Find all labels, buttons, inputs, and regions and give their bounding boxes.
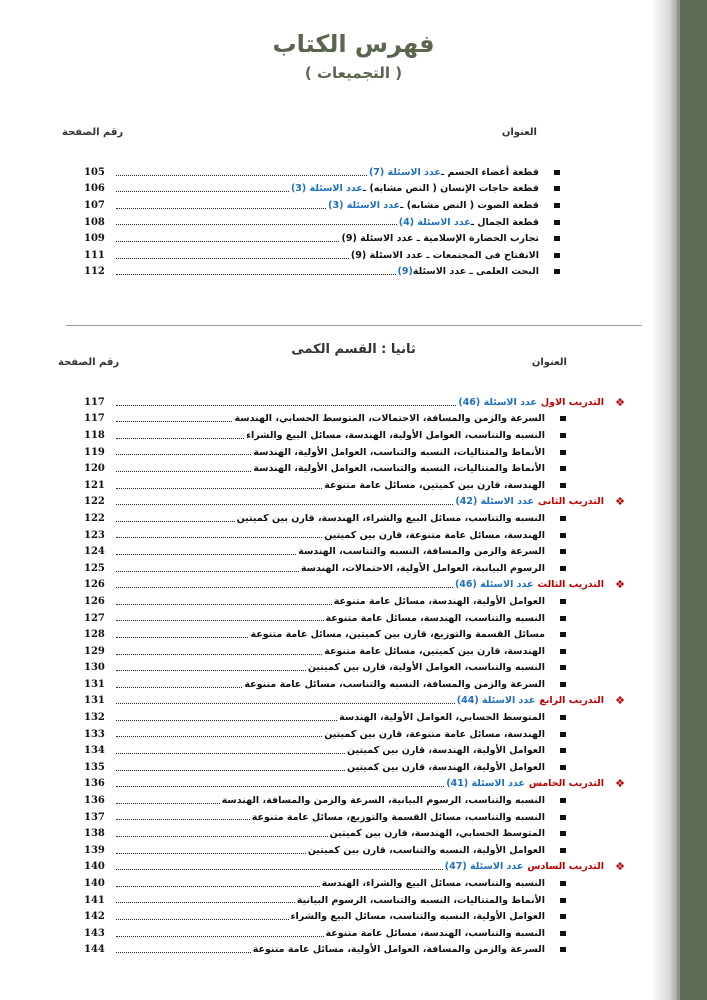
page-number: 119	[84, 446, 105, 458]
bullet-icon	[554, 236, 560, 241]
bullet-icon	[560, 665, 566, 670]
bullet-icon	[560, 898, 566, 903]
bullet-icon	[560, 632, 566, 637]
page-number: 135	[84, 761, 105, 773]
page-number: 140	[84, 861, 105, 873]
dot-leader	[116, 488, 322, 489]
toc-entry[interactable]	[84, 676, 626, 693]
page-number: 143	[84, 927, 105, 939]
page-number: 125	[84, 562, 105, 574]
page-edge-shadow	[651, 0, 677, 1000]
dot-leader	[116, 703, 455, 704]
toc-entry[interactable]	[84, 247, 560, 264]
dot-leader	[116, 836, 328, 837]
diamond-bullet-icon: ❖	[615, 694, 625, 708]
dot-leader	[116, 405, 456, 406]
dot-leader	[116, 587, 453, 588]
training-label: التدريب الثالث	[537, 579, 604, 591]
entry-title: السرعة والزمن والمسافة، النسبه والتناسب، مسائل عامة متنوعة	[244, 678, 545, 690]
toc-list-quantitative	[84, 394, 626, 958]
bullet-icon	[560, 616, 566, 621]
dot-leader	[116, 637, 248, 638]
bullet-icon	[560, 466, 566, 471]
toc-entry[interactable]	[84, 660, 626, 677]
toc-list-reading	[84, 164, 560, 280]
bullet-icon	[560, 649, 566, 654]
bullet-icon	[560, 765, 566, 770]
page-number: 117	[84, 413, 105, 425]
entry-question-count: عدد الاسئلة (3)	[328, 199, 401, 211]
toc-entry[interactable]	[84, 181, 560, 198]
bullet-icon	[560, 748, 566, 753]
page-number: 126	[84, 595, 105, 607]
entry-title: الأنماط والمتتاليات، النسبه والتناسب، الرسوم البيانية	[296, 894, 545, 906]
page-number: 138	[84, 828, 105, 840]
dot-leader	[116, 504, 453, 505]
bullet-icon	[560, 682, 566, 687]
entry-title: النسبه والتناسب، الهندسة، مسائل عامة متنوعة	[325, 612, 545, 624]
page-number: 122	[84, 512, 105, 524]
training-question-count: عدد الاسئلة (44)	[456, 695, 536, 707]
bullet-icon	[560, 715, 566, 720]
entry-title: النسبه والتناسب، العوامل الأولية، الهندسة، مسائل البيع والشراء	[246, 429, 545, 441]
bullet-icon	[560, 566, 566, 571]
bullet-icon	[560, 483, 566, 488]
toc-entry[interactable]	[84, 543, 626, 560]
page-number: 109	[84, 233, 105, 245]
book-spine-edge	[677, 0, 707, 1000]
toc-entry[interactable]	[84, 610, 626, 627]
page-number: 136	[84, 795, 105, 807]
page-number: 141	[84, 894, 105, 906]
page-number: 106	[84, 183, 105, 195]
toc-entry[interactable]	[84, 892, 626, 909]
page-number: 121	[84, 479, 105, 491]
dot-leader	[116, 438, 244, 439]
toc-entry[interactable]	[84, 527, 626, 544]
dot-leader	[116, 224, 397, 225]
bullet-icon	[560, 914, 566, 919]
toc-entry[interactable]	[84, 792, 626, 809]
bullet-icon	[560, 815, 566, 820]
entry-title: البحث العلمى ـ عدد الاسئلة	[412, 266, 539, 278]
entry-title: العوامل الأولية، الهندسة، مسائل عامة متنوعة	[333, 595, 545, 607]
bullet-icon	[554, 170, 560, 175]
entry-title: الأنماط والمتتاليات، النسبه والتناسب، العوامل الأولية، الهندسة	[253, 463, 545, 475]
entry-title: العوامل الأولية، النسبه والتناسب، قارن بين كميتين	[307, 844, 545, 856]
page-number: 129	[84, 645, 105, 657]
toc-entry[interactable]	[84, 643, 626, 660]
training-question-count: عدد الاسئلة (42)	[455, 496, 534, 508]
dot-leader	[116, 869, 443, 870]
entry-title: الهندسة، قارن بين كميتين، مسائل عامة متنوعة	[324, 645, 545, 657]
dot-leader	[116, 902, 295, 903]
bullet-icon	[560, 798, 566, 803]
dot-leader	[116, 554, 296, 555]
page-number: 131	[84, 678, 105, 690]
page-number: 122	[84, 496, 105, 508]
entry-title: العوامل الأولية، الهندسة، قارن بين كميتين	[347, 761, 545, 773]
diamond-bullet-icon: ❖	[615, 860, 625, 874]
bullet-icon	[560, 549, 566, 554]
dot-leader	[116, 421, 232, 422]
dot-leader	[116, 786, 444, 787]
entry-question-count: عدد الاسئلة (7)	[368, 166, 441, 178]
section-title-quantitative: ثانيا : القسم الكمى	[291, 342, 416, 357]
training-heading[interactable]	[84, 494, 626, 511]
training-label: التدريب الثانى	[537, 496, 604, 508]
dot-leader	[116, 454, 251, 455]
training-question-count: عدد الاسئلة (41)	[446, 778, 525, 790]
training-label: التدريب السادس	[527, 861, 604, 873]
training-heading[interactable]	[84, 693, 626, 710]
bullet-icon	[554, 220, 560, 225]
bullet-icon	[560, 881, 566, 886]
page-number: 128	[84, 629, 105, 641]
dot-leader	[116, 886, 320, 887]
dot-leader	[116, 175, 367, 176]
training-question-count: عدد الاسئلة (47)	[444, 861, 524, 873]
page-number: 124	[84, 546, 105, 558]
entry-title: النسبه والتناسب، العوامل الأولية، قارن بين كميتين	[307, 662, 545, 674]
page-number: 131	[84, 695, 105, 707]
bullet-icon	[554, 186, 560, 191]
entry-title: السرعة والزمن والمسافة، الاحتمالات، المتوسط الحسابي، الهندسة	[234, 413, 545, 425]
page-number: 133	[84, 728, 105, 740]
dot-leader	[116, 274, 396, 275]
dot-leader	[116, 819, 250, 820]
column-title-header: العنوان	[531, 357, 567, 368]
entry-title: قطعة الجمال ـ	[470, 216, 539, 228]
entry-title: الانفتاح فى المجتمعات ـ عدد الاسئلة (9)	[350, 249, 539, 261]
page-title: فهرس الكتاب	[272, 30, 435, 58]
entry-title: العوامل الأولية، الهندسة، قارن بين كميتين	[347, 745, 545, 757]
toc-entry[interactable]	[84, 477, 626, 494]
page-number: 144	[84, 944, 105, 956]
training-heading[interactable]	[84, 577, 626, 594]
training-question-count: عدد الاسئلة (46)	[458, 396, 537, 408]
bullet-icon	[560, 516, 566, 521]
dot-leader	[116, 258, 349, 259]
dot-leader	[116, 952, 251, 953]
entry-question-count: عدد الاسئلة (4)	[398, 216, 471, 228]
toc-entry[interactable]	[84, 411, 626, 428]
column-page-header: رقم الصفحة	[62, 127, 124, 138]
bullet-icon	[560, 831, 566, 836]
page-number: 123	[84, 529, 105, 541]
entry-title: الرسوم البيانية، العوامل الأولية، الاحتمالات، الهندسة	[300, 562, 545, 574]
page-number: 134	[84, 745, 105, 757]
toc-entry[interactable]	[84, 825, 626, 842]
entry-title: المتوسط الحسابي، العوامل الأولية، الهندسة	[339, 712, 545, 724]
bullet-icon	[560, 416, 566, 421]
page-number: 120	[84, 463, 105, 475]
entry-title: النسبه والتناسب، مسائل البيع والشراء، الهندسة	[321, 878, 545, 890]
toc-entry[interactable]	[84, 626, 626, 643]
page-number: 136	[84, 778, 105, 790]
toc-entry[interactable]	[84, 709, 626, 726]
bullet-icon	[560, 732, 566, 737]
column-title-header: العنوان	[501, 127, 537, 138]
dot-leader	[116, 770, 345, 771]
entry-title: الهندسة، قارن بين كميتين، مسائل عامة متنوعة	[324, 479, 545, 491]
page-number: 112	[84, 266, 105, 278]
toc-entry[interactable]	[84, 444, 626, 461]
training-label: التدريب الخامس	[528, 778, 604, 790]
dot-leader	[116, 853, 306, 854]
page-number: 105	[84, 166, 105, 178]
bullet-icon	[560, 433, 566, 438]
entry-question-count: (9)	[397, 266, 413, 278]
bullet-icon	[560, 450, 566, 455]
training-heading[interactable]	[84, 859, 626, 876]
entry-title: السرعة والزمن والمسافة، النسبه والتناسب، الهندسة	[298, 546, 545, 558]
dot-leader	[116, 919, 289, 920]
dot-leader	[116, 753, 345, 754]
training-label: التدريب الرابع	[539, 695, 604, 707]
page-number: 142	[84, 911, 105, 923]
entry-title: العوامل الأولية، النسبه والتناسب، مسائل البيع والشراء	[290, 911, 545, 923]
bullet-icon	[560, 947, 566, 952]
entry-title: النسبه والتناسب، الرسوم البيانية، السرعة والزمن والمسافة، الهندسة	[221, 795, 545, 807]
dot-leader	[116, 654, 322, 655]
training-heading[interactable]	[84, 776, 626, 793]
dot-leader	[116, 670, 306, 671]
toc-entry[interactable]	[84, 942, 626, 959]
dot-leader	[116, 936, 324, 937]
toc-entry[interactable]	[84, 842, 626, 859]
dot-leader	[116, 687, 242, 688]
entry-title: النسبه والتناسب، مسائل القسمة والتوزيع، مسائل عامة متنوعة	[251, 811, 545, 823]
dot-leader	[116, 241, 339, 242]
page-number: 132	[84, 712, 105, 724]
training-question-count: عدد الاسئلة (46)	[454, 579, 534, 591]
section-divider	[66, 325, 642, 326]
page-number: 117	[84, 396, 105, 408]
column-page-header: رقم الصفحة	[58, 357, 120, 368]
toc-entry[interactable]	[84, 925, 626, 942]
page-number: 118	[84, 429, 105, 441]
entry-title: المتوسط الحسابي، الهندسة، قارن بين كميتين	[329, 828, 545, 840]
toc-entry[interactable]	[84, 875, 626, 892]
toc-entry[interactable]	[84, 214, 560, 231]
toc-entry[interactable]	[84, 560, 626, 577]
toc-entry[interactable]	[84, 460, 626, 477]
toc-entry[interactable]	[84, 809, 626, 826]
training-heading[interactable]	[84, 394, 626, 411]
page-number: 130	[84, 662, 105, 674]
diamond-bullet-icon: ❖	[615, 395, 625, 409]
toc-entry[interactable]	[84, 510, 626, 527]
toc-entry[interactable]	[84, 759, 626, 776]
entry-title: السرعة والزمن والمسافة، العوامل الأولية، مسائل عامة متنوعة	[252, 944, 545, 956]
bullet-icon	[554, 269, 560, 274]
toc-entry[interactable]	[84, 427, 626, 444]
dot-leader	[116, 803, 220, 804]
dot-leader	[116, 604, 332, 605]
toc-entry[interactable]	[84, 197, 560, 214]
toc-entry[interactable]	[84, 742, 626, 759]
entry-title: قطعة أعضاء الجسم ـ	[440, 166, 539, 178]
dot-leader	[116, 720, 337, 721]
bullet-icon	[560, 848, 566, 853]
entry-title: الهندسة، مسائل عامة متنوعة، قارن بين كميتين	[324, 728, 545, 740]
page-number: 107	[84, 199, 105, 211]
bullet-icon	[560, 931, 566, 936]
toc-entry[interactable]	[84, 164, 560, 181]
page-subtitle: ( التجميعات )	[304, 64, 403, 82]
page-number: 137	[84, 811, 105, 823]
dot-leader	[116, 736, 322, 737]
bullet-icon	[560, 599, 566, 604]
toc-entry[interactable]	[84, 593, 626, 610]
entry-title: النسبه والتناسب، مسائل البيع والشراء، الهندسة، قارن بين كميتين	[236, 512, 545, 524]
toc-entry[interactable]	[84, 726, 626, 743]
dot-leader	[116, 471, 251, 472]
dot-leader	[116, 191, 289, 192]
dot-leader	[116, 537, 322, 538]
toc-entry[interactable]	[84, 230, 560, 247]
page-number: 111	[84, 249, 105, 261]
entry-title: قطعة حاجات الإنسان ( النص مشابه) ـ	[362, 183, 539, 195]
toc-entry[interactable]	[84, 264, 560, 281]
entry-title: تجارب الحضارة الإسلامية ـ عدد الاسئلة (9)	[341, 233, 539, 245]
diamond-bullet-icon: ❖	[615, 777, 625, 791]
page-number: 139	[84, 844, 105, 856]
diamond-bullet-icon: ❖	[615, 495, 625, 509]
bullet-icon	[554, 203, 560, 208]
entry-title: الهندسة، مسائل عامة متنوعة، قارن بين كميتين	[324, 529, 545, 541]
bullet-icon	[554, 253, 560, 258]
bullet-icon	[560, 533, 566, 538]
entry-title: النسبه والتناسب، الهندسة، مسائل عامة متنوعة	[325, 927, 545, 939]
entry-title: قطعة الصوت ( النص مشابه) ـ	[400, 199, 539, 211]
entry-title: الأنماط والمتتاليات، النسبه والتناسب، العوامل الأولية، الهندسة	[253, 446, 545, 458]
entry-question-count: عدد الاسئلة (3)	[290, 183, 363, 195]
dot-leader	[116, 620, 324, 621]
page-number: 126	[84, 579, 105, 591]
page-number: 127	[84, 612, 105, 624]
dot-leader	[116, 571, 299, 572]
page-number: 108	[84, 216, 105, 228]
page-number: 140	[84, 878, 105, 890]
training-label: التدريب الاول	[540, 396, 604, 408]
dot-leader	[116, 521, 235, 522]
dot-leader	[116, 208, 326, 209]
toc-entry[interactable]	[84, 908, 626, 925]
diamond-bullet-icon: ❖	[615, 578, 625, 592]
entry-title: مسائل القسمة والتوزيع، قارن بين كميتين، مسائل عامة متنوعة	[250, 629, 545, 641]
